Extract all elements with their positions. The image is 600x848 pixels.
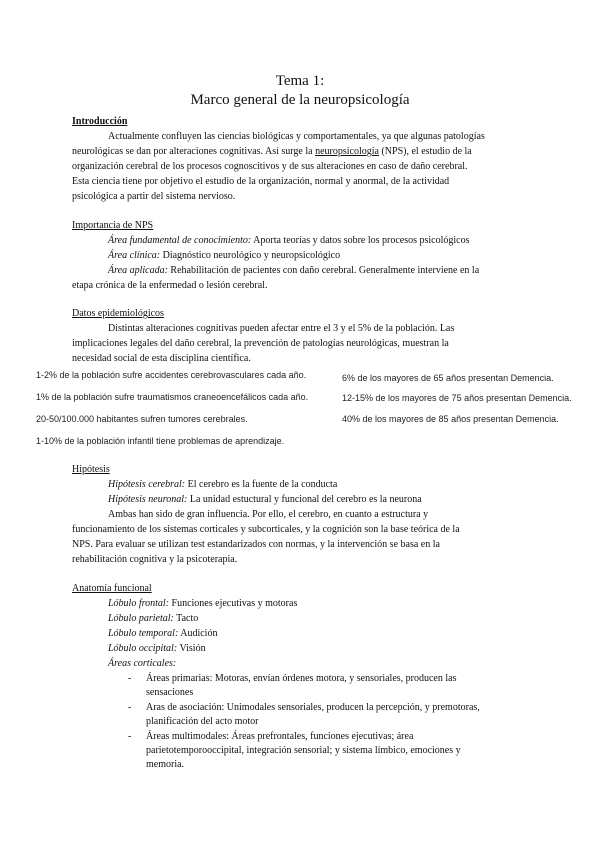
lobulo-item: [108, 627, 217, 641]
datos-line: implicaciones legales del daño cerebral, la prevención de patologías neurológicas, muestran la: [72, 338, 449, 349]
item-text: Audición: [180, 628, 218, 639]
intro-line: Actualmente confluyen las ciencias biológicas y comportamentales, ya que algunas patologías: [108, 131, 485, 142]
stat-right: 40% de los mayores de 85 años presentan Demencia.: [342, 414, 559, 424]
stat-left: 1% de la población sufre traumatismos craneoencefálicos cada año.: [36, 392, 309, 402]
doc-title-line1: Tema 1:: [275, 73, 325, 89]
datos-line: Distintas alteraciones cognitivas pueden afectar entre el 3 y el 5% de la población. Las: [108, 323, 455, 334]
intro-line: psicológica a partir del sistema nervioso.: [72, 191, 236, 202]
item-text: Aporta teorías y datos sobre los procesos psicológicos: [253, 235, 470, 246]
stat-right: 12-15% de los mayores de 75 años presentan Demencia.: [342, 393, 572, 403]
lobulo-item: [108, 642, 206, 656]
item-label: Lóbulo parietal:: [108, 613, 174, 624]
importancia-item: [108, 264, 479, 278]
stat-right: 6% de los mayores de 65 años presentan Demencia.: [342, 373, 554, 383]
item-text: La unidad estuctural y funcional del cerebro es la neurona: [189, 494, 422, 505]
item-text: Diagnóstico neurológico y neuropsicológico: [162, 250, 341, 261]
bullet-dash: -: [128, 731, 132, 742]
item-label: Hipótesis neuronal:: [108, 494, 188, 505]
intro-text: neurológicas se dan por alteraciones cognitivas. Así surge la: [72, 146, 313, 157]
stat-left: 20-50/100.000 habitantes sufren tumores cerebrales.: [36, 414, 248, 424]
intro-line: [72, 145, 472, 159]
item-text: Tacto: [176, 613, 199, 624]
heading-hipotesis: Hipótesis: [72, 464, 110, 475]
hipotesis-line: funcionamiento de los sistemas corticales y subcorticales, y la cognición son la base teórica de la: [72, 524, 460, 535]
hipotesis-item: [108, 493, 422, 507]
lobulo-item: [108, 597, 297, 611]
importancia-line: etapa crónica de la enfermedad o lesión cerebral.: [72, 280, 268, 291]
intro-text: (NPS), el estudio de la: [381, 146, 472, 157]
hipotesis-line: Ambas han sido de gran influencia. Por ello, el cerebro, en cuanto a estructura y: [108, 509, 429, 520]
heading-datos: Datos epidemiológicos: [72, 308, 164, 319]
item-text: Rehabilitación de pacientes con daño cerebral. Generalmente interviene en la: [170, 265, 480, 276]
item-label: Lóbulo frontal:: [108, 598, 170, 609]
item-text: El cerebro es la fuente de la conducta: [187, 479, 338, 490]
bullet-text: Áreas multimodales: Áreas prefrontales, funciones ejecutivas; área: [146, 731, 414, 742]
bullet-dash: -: [128, 702, 132, 713]
item-text: Funciones ejecutivas y motoras: [171, 598, 298, 609]
datos-line: necesidad social de esta disciplina científica.: [72, 353, 251, 364]
hipotesis-item: [108, 478, 337, 492]
nps-term: neuropsicología: [315, 146, 379, 157]
bullet-dash: -: [128, 673, 132, 684]
item-label: Área fundamental de conocimiento:: [108, 235, 252, 246]
heading-introduccion: Introducción: [72, 116, 128, 127]
doc-title-line2: Marco general de la neuropsicología: [190, 92, 410, 108]
item-text: Visión: [179, 643, 206, 654]
bullet-text: Aras de asociación: Unimodales sensoriales, producen la percepción, y premotoras,: [146, 702, 480, 713]
intro-line: organización cerebral de los procesos cognoscitivos y de sus alteraciones en caso de daño cerebral.: [72, 161, 468, 172]
importancia-item: [108, 234, 470, 248]
lobulo-item: [108, 612, 198, 626]
hipotesis-line: rehabilitación cognitiva y la psicoterapia.: [72, 554, 238, 565]
stat-left: 1-10% de la población infantil tiene problemas de aprendizaje.: [36, 436, 285, 446]
bullet-text: Áreas primarias: Motoras, envían órdenes motora, y sensoriales, producen las: [146, 673, 457, 684]
item-label: Lóbulo temporal:: [108, 628, 179, 639]
item-label: Lóbulo occipital:: [108, 643, 178, 654]
heading-importancia: Importancia de NPS: [72, 220, 154, 231]
bullet-text: sensaciones: [146, 687, 194, 698]
bullet-text: parietotemporooccipital, integración sensorial; y sistema límbico, emociones y: [146, 745, 461, 756]
hipotesis-line: NPS. Para evaluar se utilizan test estandarizados con normas, y la intervención se basa en la: [72, 539, 440, 550]
item-label: Hipótesis cerebral:: [108, 479, 186, 490]
bullet-text: memoria.: [146, 759, 185, 770]
intro-line: Esta ciencia tiene por objetivo el estudio de la organización, normal y anormal, de la actividad: [72, 176, 450, 187]
importancia-item: [108, 249, 340, 263]
item-label: Área clínica:: [108, 250, 161, 261]
bullet-text: planificación del acto motor: [146, 716, 259, 727]
item-label: Área aplicada:: [108, 265, 168, 276]
stat-left: 1-2% de la población sufre accidentes cerebrovasculares cada año.: [36, 370, 307, 380]
heading-anatomia: Anatomía funcional: [72, 583, 152, 594]
areas-corticales-label: Áreas corticales:: [108, 658, 177, 669]
